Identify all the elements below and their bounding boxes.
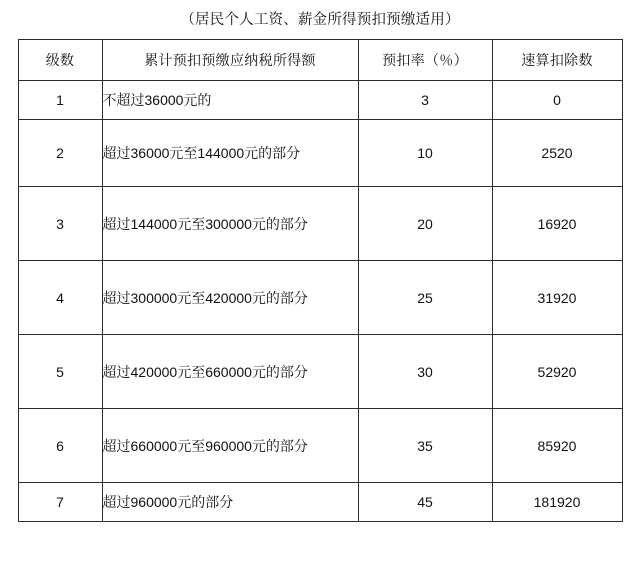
cell-range: 超过960000元的部分 xyxy=(102,483,358,522)
column-header-rate: 预扣率（％） xyxy=(358,40,492,81)
table-row xyxy=(18,187,622,261)
cell-deduction: 31920 xyxy=(492,261,622,335)
cell-rate: 10 xyxy=(358,120,492,187)
column-header-deduction: 速算扣除数 xyxy=(492,40,622,81)
cell-level: 4 xyxy=(18,261,102,335)
cell-level: 6 xyxy=(18,409,102,483)
cell-level: 2 xyxy=(18,120,102,187)
table-row xyxy=(18,261,622,335)
cell-range: 不超过36000元的 xyxy=(102,81,358,120)
cell-range: 超过660000元至960000元的部分 xyxy=(102,409,358,483)
cell-rate: 45 xyxy=(358,483,492,522)
cell-range: 超过36000元至144000元的部分 xyxy=(102,120,358,187)
cell-deduction: 52920 xyxy=(492,335,622,409)
table-row xyxy=(18,335,622,409)
cell-level: 3 xyxy=(18,187,102,261)
cell-deduction: 2520 xyxy=(492,120,622,187)
cell-level: 7 xyxy=(18,483,102,522)
cell-rate: 20 xyxy=(358,187,492,261)
cell-rate: 30 xyxy=(358,335,492,409)
cell-deduction: 0 xyxy=(492,81,622,120)
cell-range: 超过420000元至660000元的部分 xyxy=(102,335,358,409)
withholding-rate-table xyxy=(18,39,623,522)
column-header-range: 累计预扣预缴应纳税所得额 xyxy=(102,40,358,81)
table-row xyxy=(18,483,622,522)
cell-deduction: 16920 xyxy=(492,187,622,261)
cell-range: 超过144000元至300000元的部分 xyxy=(102,187,358,261)
table-row xyxy=(18,81,622,120)
table-caption: （居民个人工资、薪金所得预扣预缴适用） xyxy=(180,12,460,28)
cell-level: 5 xyxy=(18,335,102,409)
cell-deduction: 85920 xyxy=(492,409,622,483)
cell-rate: 25 xyxy=(358,261,492,335)
column-header-level: 级数 xyxy=(18,40,102,81)
cell-rate: 35 xyxy=(358,409,492,483)
cell-range: 超过300000元至420000元的部分 xyxy=(102,261,358,335)
table-row xyxy=(18,120,622,187)
cell-deduction: 181920 xyxy=(492,483,622,522)
table-header-row xyxy=(18,40,622,81)
table-row xyxy=(18,409,622,483)
cell-level: 1 xyxy=(18,81,102,120)
cell-rate: 3 xyxy=(358,81,492,120)
